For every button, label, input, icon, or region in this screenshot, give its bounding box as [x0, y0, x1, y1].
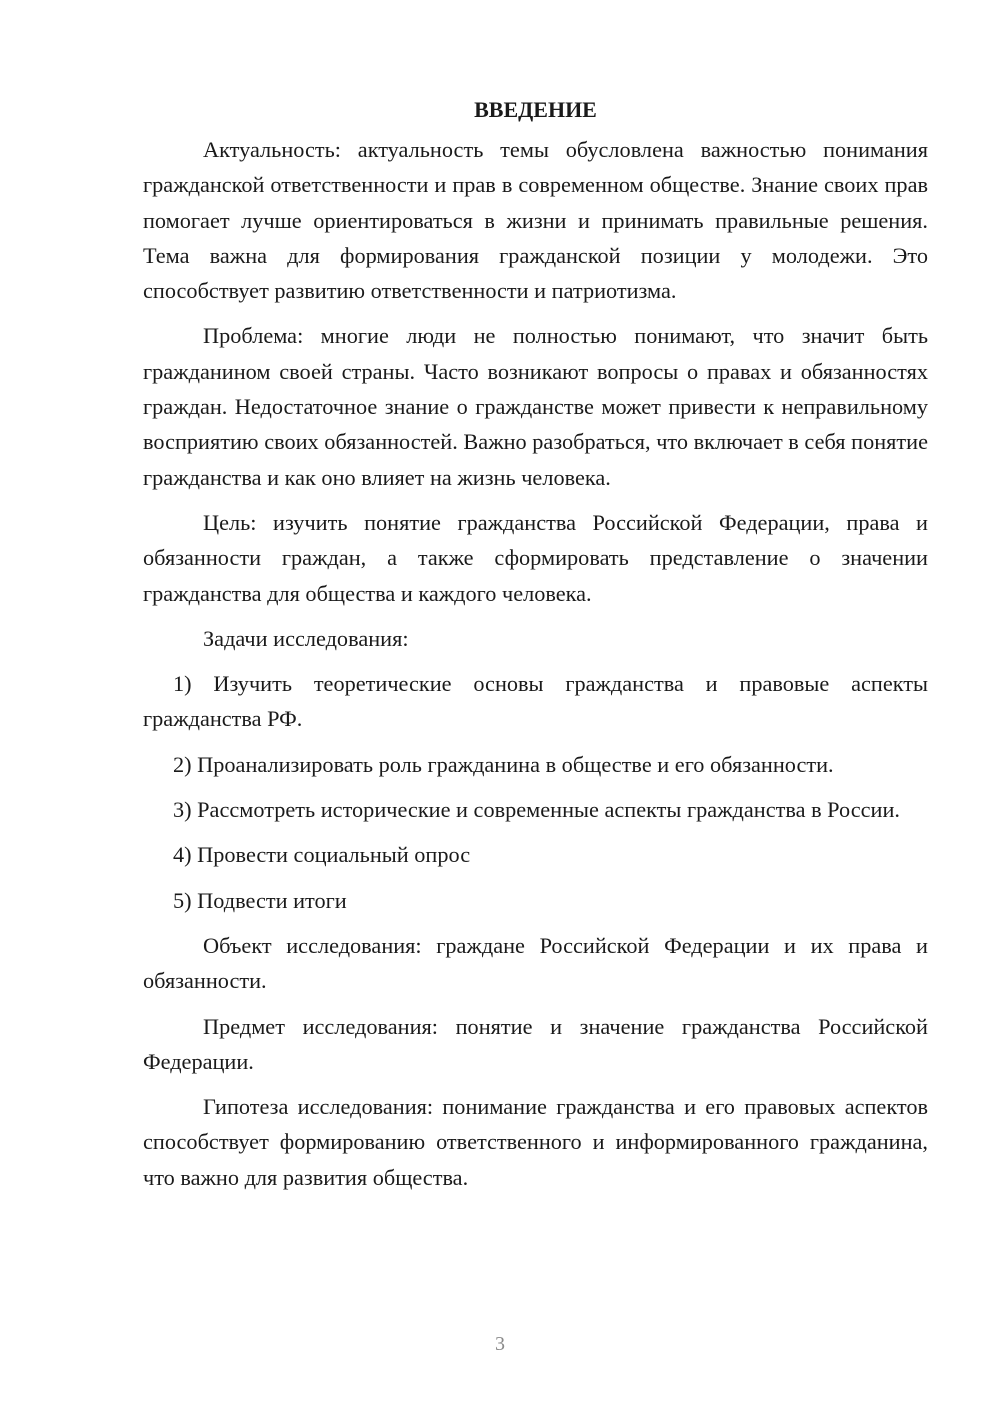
object-paragraph: Объект исследования: граждане Российской Федерации и их права и обязанности.: [143, 932, 928, 994]
problem-paragraph: Проблема: многие люди не полностью понимают, что значит быть гражданином своей страны. Часто возникают вопросы о правах и обязанностях граждан. Недостаточное знание о гражданстве может привести к неправильному восприятию своих обязанностей. Важно разобраться, что включает в себя понятие гражданства и как оно влияет на жизнь человека.: [143, 323, 928, 490]
page-title: ВВЕДЕНИЕ: [474, 97, 597, 122]
tasks-heading: Задачи исследования:: [203, 625, 409, 651]
goal-paragraph: Цель: изучить понятие гражданства Российской Федерации, права и обязанности граждан, а также сформировать представление о значении гражданства для общества и каждого человека.: [143, 509, 928, 606]
page-number: 3: [495, 1333, 505, 1355]
task-item-3: 3) Рассмотреть исторические и современные аспекты гражданства в России.: [173, 797, 900, 823]
relevance-paragraph: Актуальность: актуальность темы обусловлена важностью понимания гражданской ответственности и прав в современном обществе. Знание своих прав помогает лучше ориентироваться в жизни и принимать правильные решения. Тема важна для формирования гражданской позиции у молодежи. Это способствует развитию ответственности и патриотизма.: [143, 137, 928, 304]
subject-paragraph: Предмет исследования: понятие и значение гражданства Российской Федерации.: [143, 1013, 928, 1074]
task-item-2: 2) Проанализировать роль гражданина в обществе и его обязанности.: [173, 751, 834, 777]
task-item-5: 5) Подвести итоги: [173, 887, 347, 913]
hypothesis-paragraph: Гипотеза исследования: понимание гражданства и его правовых аспектов способствует формированию ответственного и информированного гражданина, что важно для развития общества.: [143, 1094, 928, 1190]
page-content: [143, 92, 928, 1205]
task-item-1: 1) Изучить теоретические основы гражданства и правовые аспекты гражданства РФ.: [143, 671, 928, 732]
task-item-4: 4) Провести социальный опрос: [173, 842, 471, 868]
